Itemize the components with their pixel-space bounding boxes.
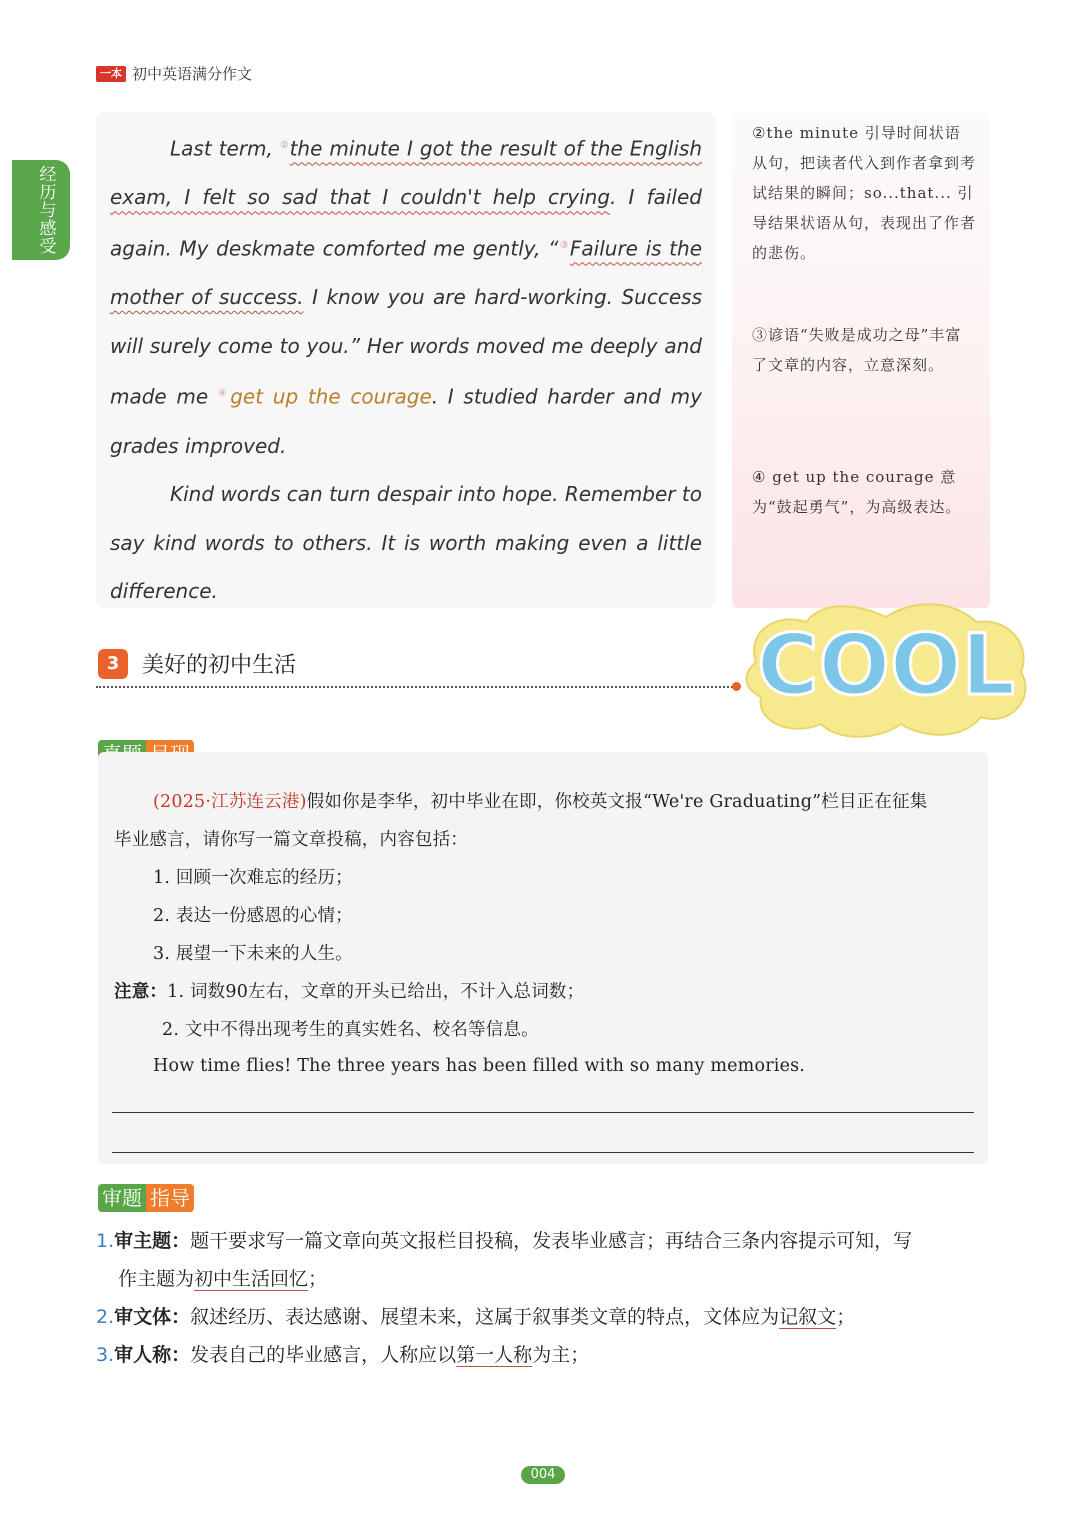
writing-line: [112, 1152, 974, 1153]
sticker-text: COOL: [757, 616, 1015, 714]
guide-key: 审主题：: [114, 1230, 191, 1252]
essay-text: . I studied harder and my grades improved.: [110, 384, 702, 458]
task-item-3: 3. 展望一下未来的人生。: [153, 944, 353, 964]
page-header: [96, 63, 252, 84]
tag-part-b: 指导: [146, 1184, 194, 1212]
note-3: ③谚语“失败是成功之母”丰富了文章的内容，立意深刻。: [752, 326, 962, 374]
task-note-2: 2. 文中不得出现考生的真实姓名、校名等信息。: [162, 1020, 539, 1040]
note-2: ②the minute 引导时间状语从句，把读者代入到作者拿到考试结果的瞬间；so...that... 引导结果状语从句，表现出了作者的悲伤。: [752, 124, 977, 262]
divider-dot: [732, 682, 741, 691]
tag-guidance: [98, 1184, 194, 1212]
task-source: (2025·江苏连云港): [153, 792, 307, 812]
guide-answer: 初中生活回忆: [194, 1268, 309, 1290]
guide-number: 3.: [96, 1344, 115, 1366]
essay-text: . I failed again. My deskmate comforted me gently, “: [110, 185, 702, 261]
annotation-notes: [732, 112, 990, 608]
note-label: 注意：: [114, 982, 168, 1002]
highlight-clause-2: , I felt so sad that I couldn't help crying: [165, 185, 611, 210]
writing-line: [112, 1112, 974, 1113]
guide-text: 作主题为: [118, 1268, 195, 1290]
task-prompt: 假如你是李华，初中毕业在即，你校英文报“We're Graduating”栏目正在征集: [306, 792, 928, 812]
guide-item-1: [96, 1226, 912, 1253]
task-note-1: [114, 978, 584, 1003]
tag-part-a: 审题: [98, 1184, 146, 1212]
guide-text: ；: [308, 1268, 328, 1290]
annotation-marker: ④: [217, 388, 231, 400]
task-line-2: 毕业感言，请你写一篇文章投稿，内容包括：: [114, 830, 468, 850]
section-number: 3: [98, 649, 128, 679]
note-text: 1. 词数90左右，文章的开头已给出，不计入总词数；: [167, 982, 585, 1002]
chapter-side-tab: [12, 160, 70, 260]
note-4: ④ get up the courage 意为“鼓起勇气”，为高级表达。: [752, 468, 962, 516]
essay-text: Last term,: [170, 136, 280, 161]
guide-item-1-cont: [118, 1264, 327, 1291]
highlight-phrase: get up the courage: [230, 384, 432, 409]
guide-key: 审文体：: [114, 1306, 191, 1328]
highlight-proverb: Failure is the mother of success.: [110, 236, 702, 310]
essay-box: [96, 112, 716, 608]
section-heading: [98, 648, 296, 679]
cool-sticker: [736, 592, 1036, 742]
annotation-marker: ②: [279, 140, 290, 151]
essay-paragraph-2: Kind words can turn despair into hope. Remember to say kind words to others. It is worth making even a little difference.: [110, 482, 702, 604]
guide-item-3: [96, 1340, 589, 1367]
guide-number: 2.: [96, 1306, 115, 1328]
guide-answer: 第一人称: [456, 1344, 533, 1366]
annotation-marker: ③: [558, 239, 570, 251]
essay-text: I know you are hard-working. Success will surely come to you.” Her words moved me deeply and made me: [110, 285, 702, 409]
guide-text: ；: [836, 1306, 856, 1328]
section-title: 美好的初中生活: [142, 653, 297, 678]
task-item-2: 2. 表达一份感恩的心情；: [153, 906, 353, 926]
guide-text: 题干要求写一篇文章向英文报栏目投稿，发表毕业感言；再结合三条内容提示可知，写: [190, 1230, 913, 1252]
guide-text: 为主；: [532, 1344, 590, 1366]
highlight-clause: the minute I got the result of the English exam: [110, 136, 702, 210]
guide-item-2: [96, 1302, 855, 1329]
guide-text: 叙述经历、表达感谢、展望未来，这属于叙事类文章的特点，文体应为: [190, 1306, 780, 1328]
page-number: 004: [521, 1466, 565, 1484]
task-line-1: [153, 788, 927, 813]
book-logo: 一本: [96, 66, 126, 82]
task-item-1: 1. 回顾一次难忘的经历；: [153, 868, 353, 888]
guide-number: 1.: [96, 1230, 115, 1252]
section-divider: [96, 686, 736, 688]
guide-key: 审人称：: [114, 1344, 191, 1366]
guide-answer: 记叙文: [779, 1306, 837, 1328]
essay-paragraph-1: [110, 122, 702, 470]
book-title: 初中英语满分作文: [132, 65, 253, 83]
guide-text: 发表自己的毕业感言，人称应以: [190, 1344, 457, 1366]
chapter-label: 经历与感受: [35, 165, 56, 255]
essay-opening: How time flies! The three years has been filled with so many memories.: [153, 1056, 806, 1076]
